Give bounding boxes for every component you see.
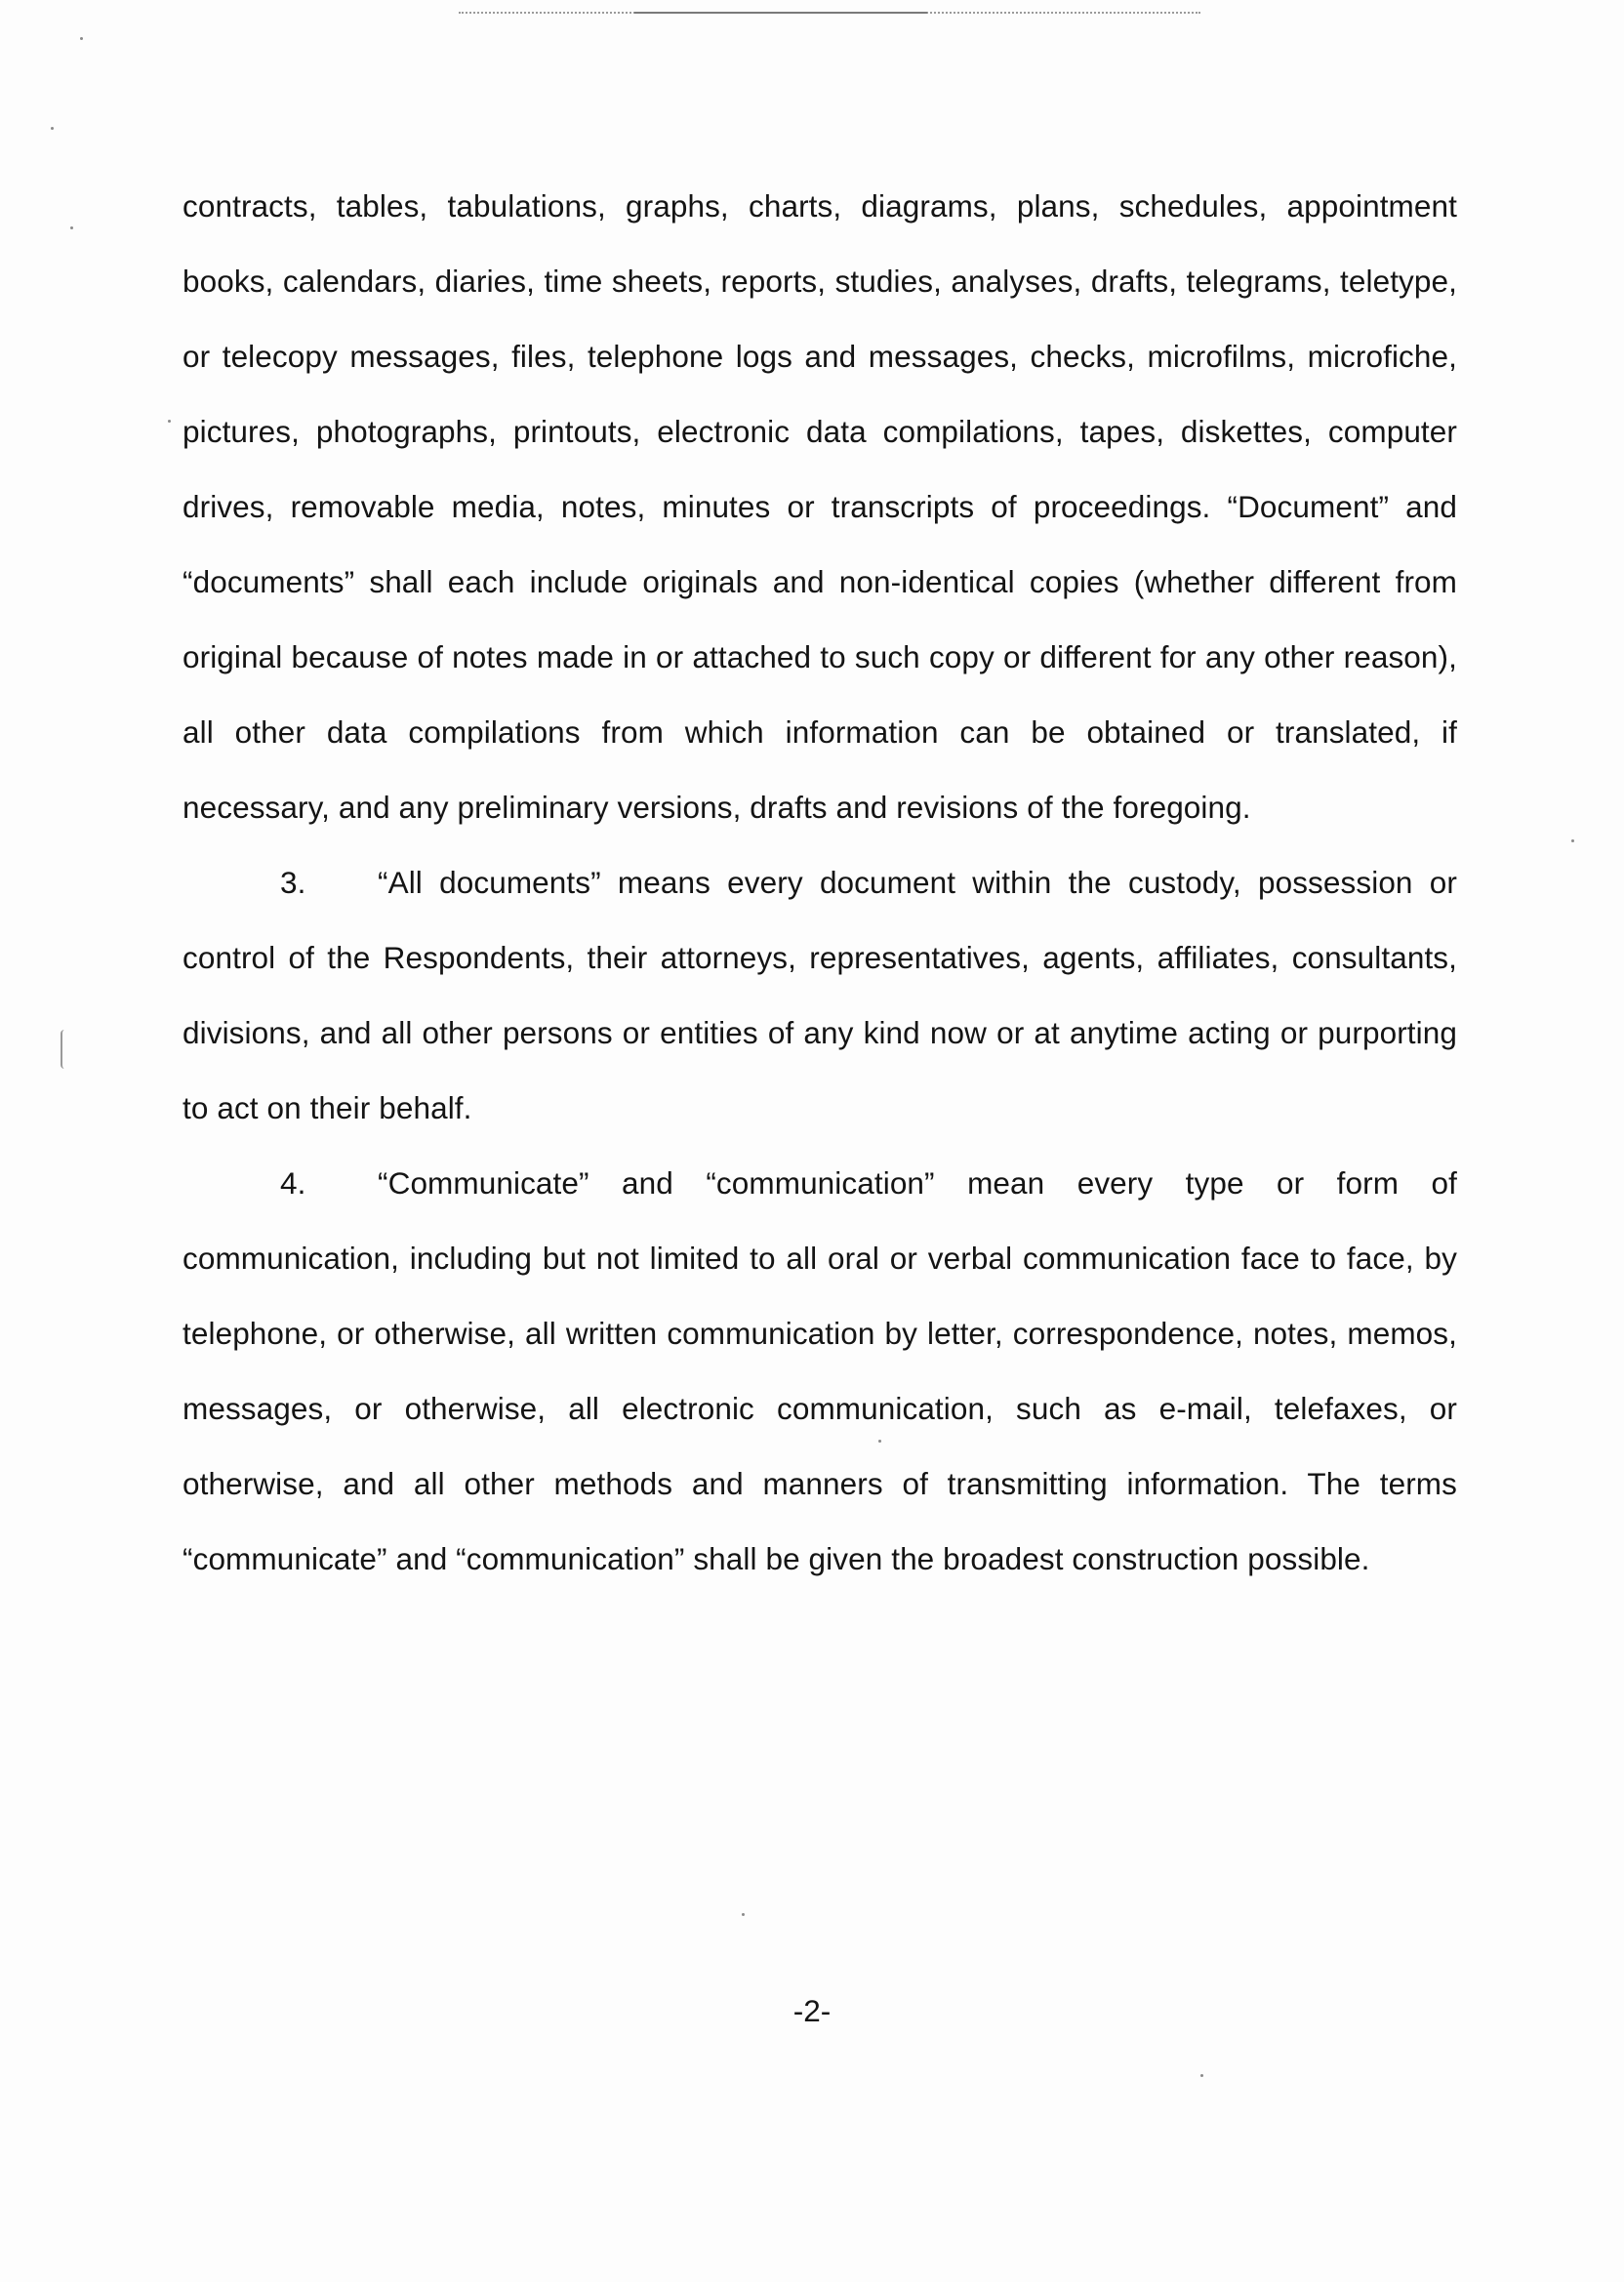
scan-speck bbox=[1571, 839, 1574, 842]
scan-speck bbox=[51, 127, 54, 130]
paragraph-4 bbox=[183, 1146, 1457, 1597]
document-body bbox=[183, 169, 1457, 1597]
scan-speck bbox=[1200, 2074, 1203, 2077]
continuation-paragraph: contracts, tables, tabulations, graphs, charts, diagrams, plans, schedules, appointment books, calendars, diaries, time sheets, reports, studies, analyses, drafts, telegrams, teletype, or telecopy messages, files, telephone logs and messages, checks, microfilms, microfiche, pictures, photographs, printouts, electronic data compilations, tapes, diskettes, computer drives, removable media, notes, minutes or transcripts of proceedings. “Document” and “documents” shall each include originals and non-identical copies (whether different from original because of notes made in or attached to such copy or different for any other reason), all other data compilations from which information can be obtained or translated, if necessary, and any preliminary versions, drafts and revisions of the foregoing. bbox=[183, 188, 1457, 825]
paragraph-3 bbox=[183, 845, 1457, 1146]
page-number: -2- bbox=[792, 1993, 832, 2028]
paragraph-number: 3. bbox=[280, 865, 306, 900]
paragraph-text: “All documents” means every document within the custody, possession or control of the Respondents, their attorneys, representatives, agents, affiliates, consultants, divisions, and all other persons or entities of any kind now or at anytime acting or purporting to act on their behalf. bbox=[183, 865, 1457, 1125]
scan-speck bbox=[742, 1913, 745, 1916]
scan-speck bbox=[80, 37, 83, 40]
paragraph-number: 4. bbox=[280, 1165, 306, 1201]
scan-speck bbox=[70, 226, 73, 229]
scan-edge-mark bbox=[61, 1030, 68, 1069]
scan-speck bbox=[168, 420, 171, 423]
scan-top-rule-dark bbox=[634, 12, 927, 14]
paragraph-text: “Communicate” and “communication” mean every type or form of communication, including but not limited to all oral or verbal communication face to face, by telephone, or otherwise, all written communication by letter, correspondence, notes, memos, messages, or otherwise, all electronic communication, such as e-mail, telefaxes, or otherwise, and all other methods and manners of transmitting information. The terms “communicate” and “communication” shall be given the broadest construction possible. bbox=[183, 1165, 1457, 1576]
